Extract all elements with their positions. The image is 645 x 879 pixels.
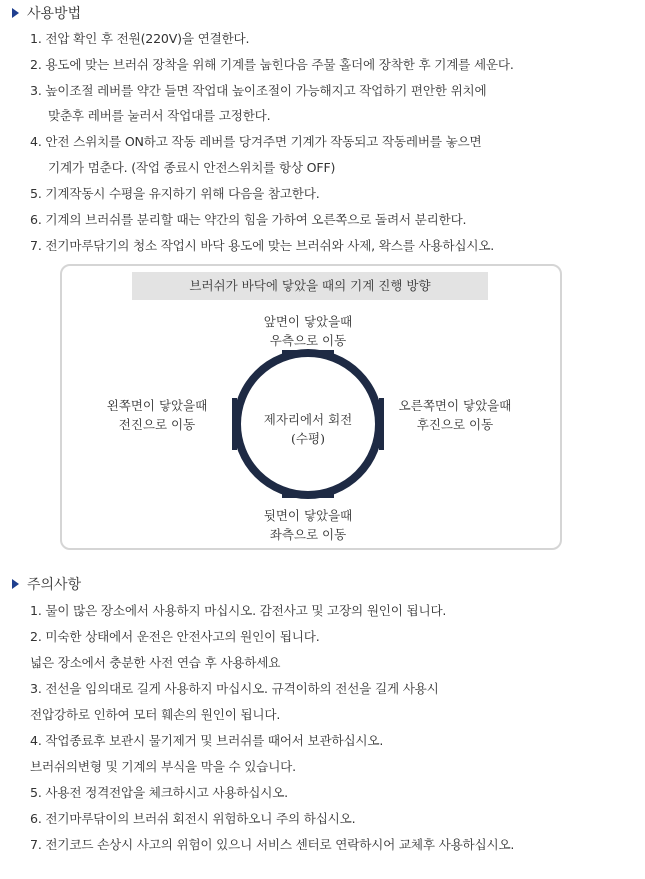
caution-item: 6. 전기마루닦이의 브러쉬 회전시 위험하오니 주의 하십시오. (30, 811, 356, 826)
diagram-title: 브러쉬가 바닥에 닿았을 때의 기계 진행 방향 (132, 272, 488, 300)
triangle-bullet-icon (12, 579, 19, 589)
right-label-line: 오른쪽면이 닿았을때 (398, 398, 512, 413)
usage-item: 1. 전압 확인 후 전원(220V)을 연결한다. (30, 31, 250, 46)
bottom-label-line: 뒷면이 닿았을때 (263, 508, 353, 523)
caution-item: 5. 사용전 정격전압을 체크하시고 사용하십시오. (30, 785, 288, 800)
bottom-direction-label (235, 506, 381, 544)
caution-item: 7. 전기코드 손상시 사고의 위험이 있으니 서비스 센터로 연락하시어 교체후 사용하십시오. (30, 837, 515, 852)
left-contact-mark (232, 398, 237, 450)
caution-item-continuation: 전압강하로 인하여 모터 훼손의 원인이 됩니다. (30, 707, 281, 722)
caution-item-continuation: 넓은 장소에서 충분한 사전 연습 후 사용하세요 (30, 655, 281, 670)
usage-item-continuation: 기계가 멈춘다. (작업 종료시 안전스위치를 항상 OFF) (48, 160, 336, 175)
usage-item: 7. 전기마루닦기의 청소 작업시 바닥 용도에 맞는 브러쉬와 사제, 왁스를 사용하십시오. (30, 238, 495, 253)
caution-item: 2. 미숙한 상태에서 운전은 안전사고의 원인이 됩니다. (30, 629, 320, 644)
bottom-contact-mark (282, 493, 334, 498)
usage-item: 3. 높이조절 레버를 약간 들면 작업대 높이조절이 가능해지고 작업하기 편안한 위치에 (30, 83, 487, 98)
left-label-line: 왼쪽면이 닿았을때 (106, 398, 208, 413)
caution-item-continuation: 브러쉬의변형 및 기계의 부식을 막을 수 있습니다. (30, 759, 296, 774)
usage-item-continuation: 맞춘후 레버를 눌러서 작업대를 고정한다. (48, 108, 271, 123)
usage-title-text: 사용방법 (27, 6, 82, 22)
left-direction-label (82, 396, 232, 434)
right-label-line: 후진으로 이동 (416, 417, 494, 432)
top-label-line: 우측으로 이동 (269, 333, 347, 348)
usage-item: 6. 기계의 브러쉬를 분리할 때는 약간의 힘을 가하여 오른쪽으로 돌려서 분리한다. (30, 212, 467, 227)
top-contact-mark (282, 350, 334, 355)
usage-item: 2. 용도에 맞는 브러쉬 장착을 위해 기계를 눕힌다음 주물 홀더에 장착한 후 기계를 세운다. (30, 57, 514, 72)
top-direction-label (235, 312, 381, 350)
usage-item: 5. 기계작동시 수평을 유지하기 위해 다음을 참고한다. (30, 186, 320, 201)
caution-section-title (12, 576, 81, 594)
center-label-line: 제자리에서 회전 (263, 412, 353, 427)
center-label-line: (수평) (291, 431, 325, 446)
left-label-line: 전진으로 이동 (118, 417, 196, 432)
right-direction-label (380, 396, 530, 434)
top-label-line: 앞면이 닿았을때 (263, 314, 353, 329)
caution-title-text: 주의사항 (27, 577, 82, 593)
bottom-label-line: 좌측으로 이동 (269, 527, 347, 542)
caution-item: 3. 전선을 임의대로 길게 사용하지 마십시오. 규격이하의 전선을 길게 사용시 (30, 681, 439, 696)
usage-item: 4. 안전 스위치를 ON하고 작동 레버를 당겨주면 기계가 작동되고 작동레버를 놓으면 (30, 134, 482, 149)
center-rotation-label (238, 410, 378, 448)
caution-item: 4. 작업종료후 보관시 물기제거 및 브러쉬를 때어서 보관하십시오. (30, 733, 384, 748)
caution-item: 1. 물이 많은 장소에서 사용하지 마십시오. 감전사고 및 고장의 원인이 됩니다. (30, 603, 447, 618)
